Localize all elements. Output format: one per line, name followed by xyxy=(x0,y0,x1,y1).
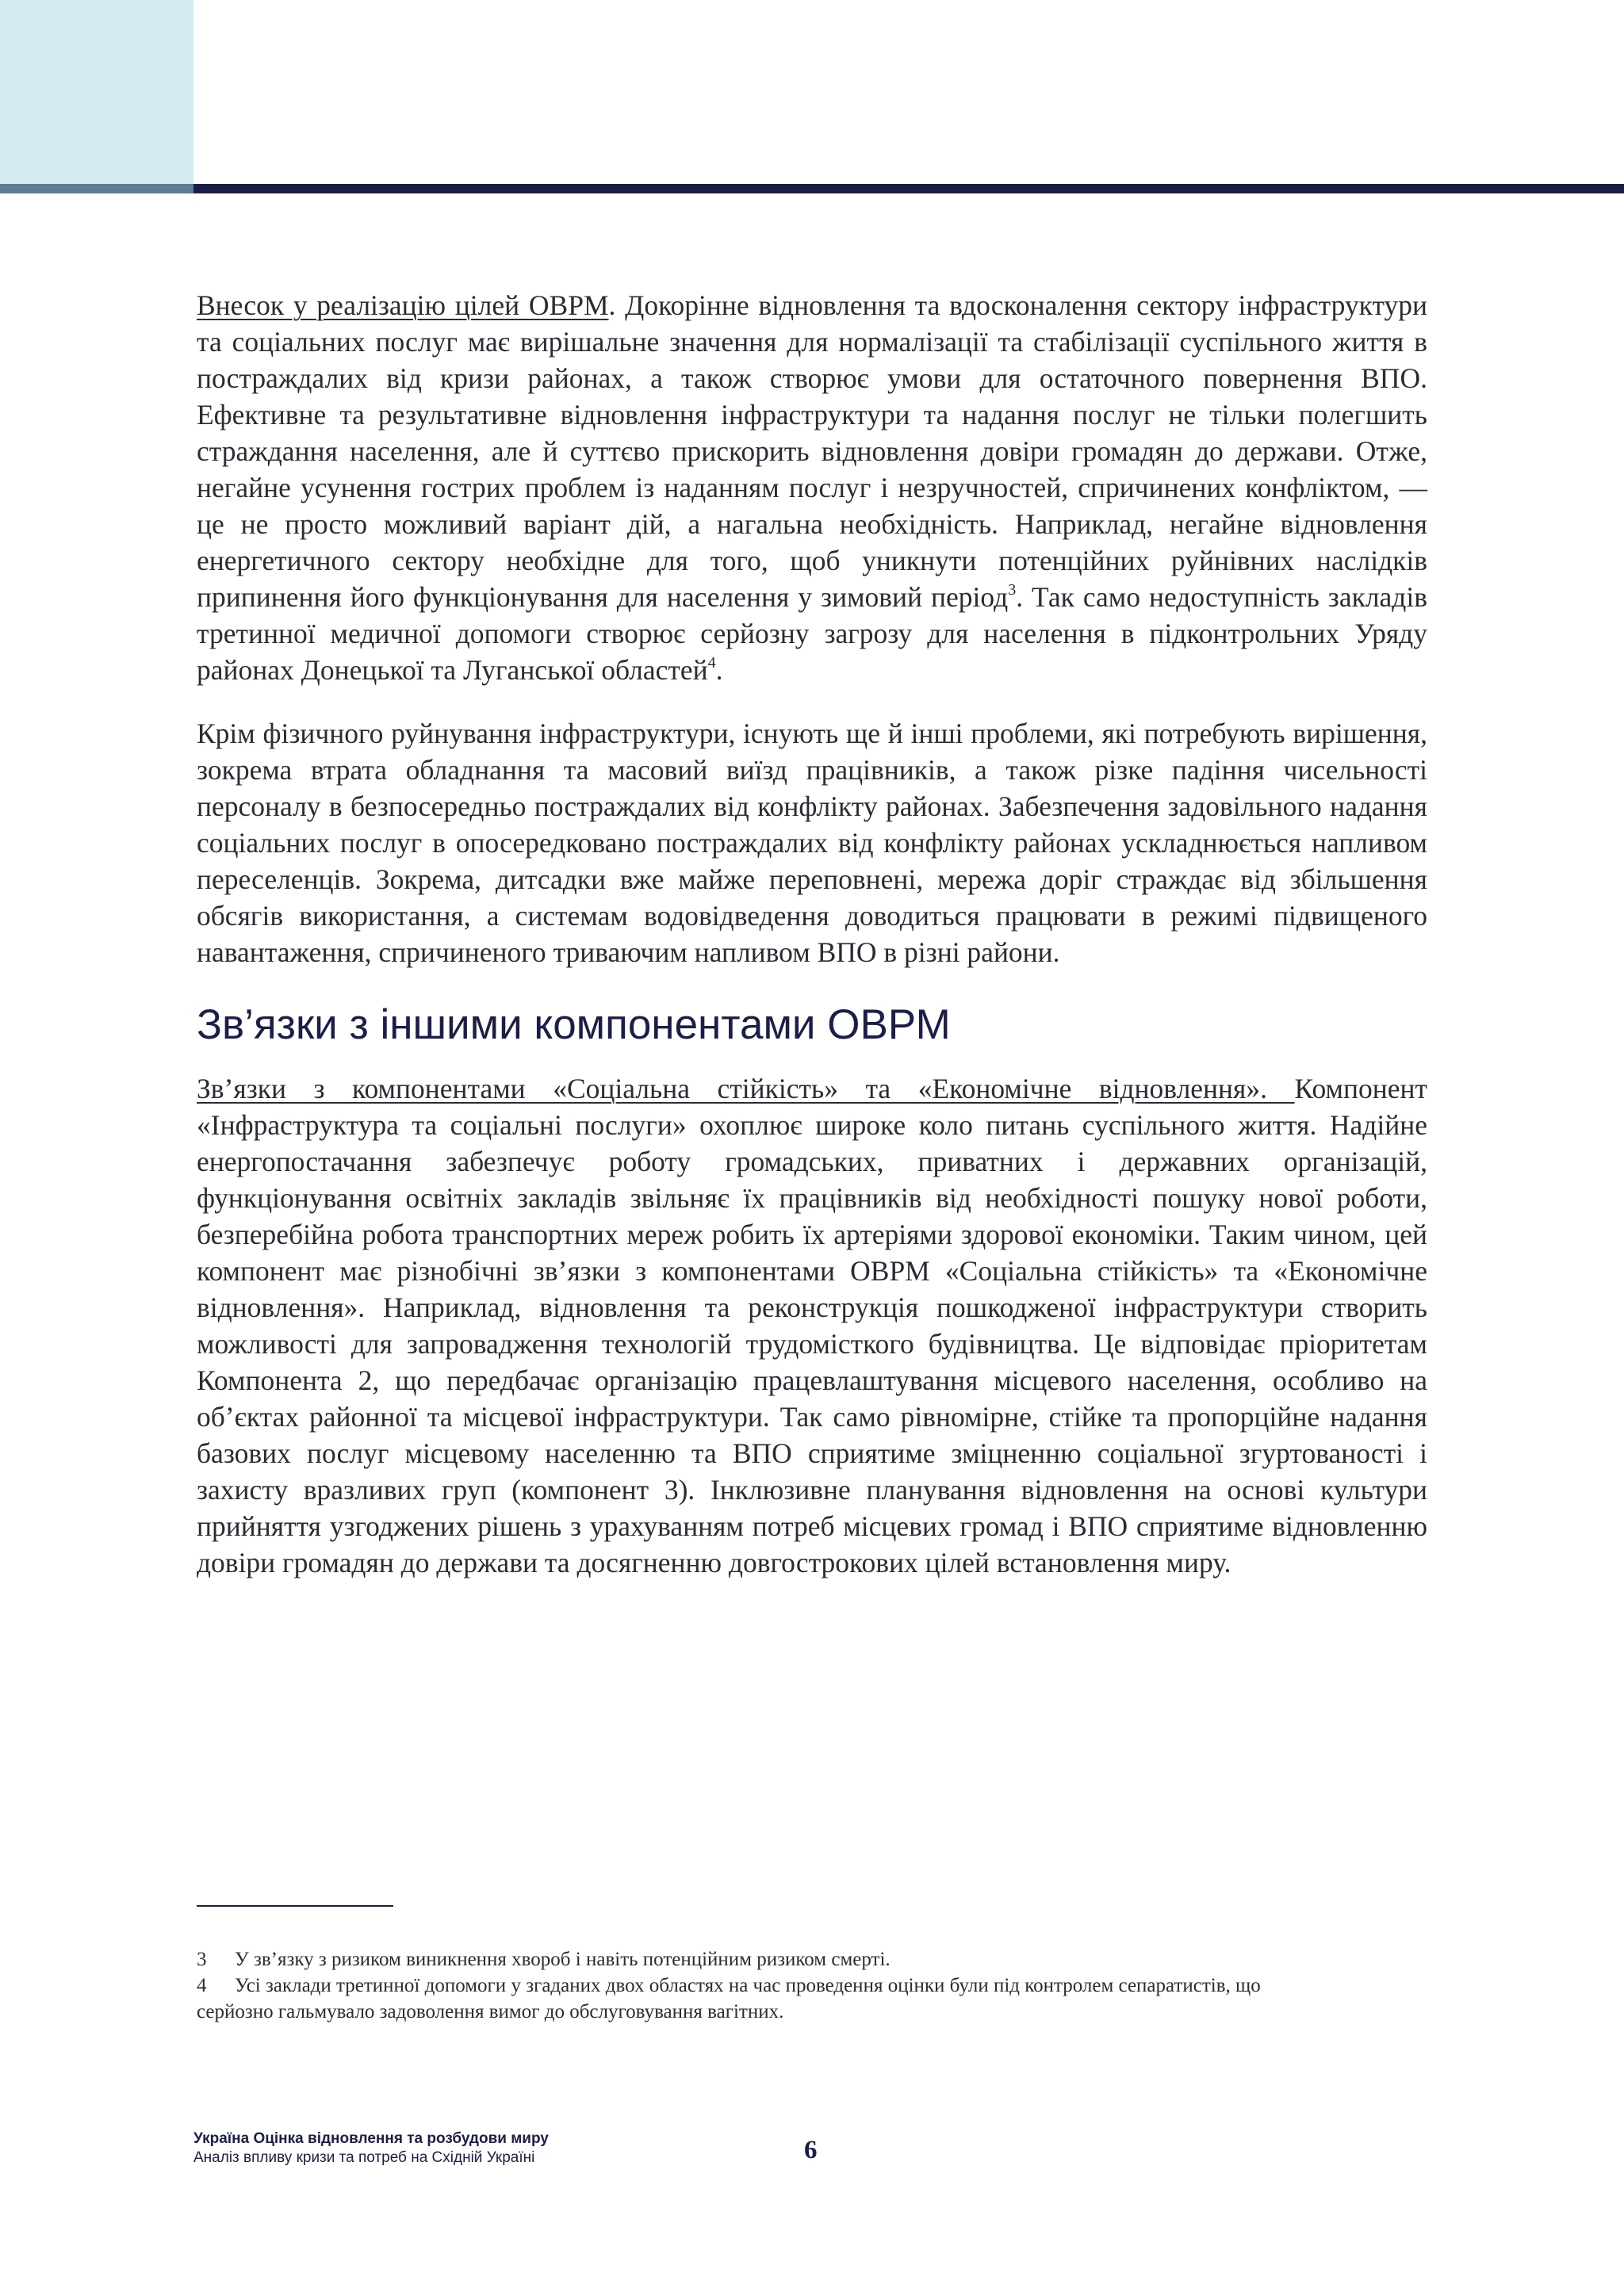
paragraph-text: Компонент «Інфраструктура та соціальні послуги» охоплює широке коло питань суспільного життя. Надійне енергопостачання забезпечує роботу громадських, приватних і державних організацій, функціонування освітніх закладів звільняє їх працівників від необхідності пошуку нової роботи, безперебійна робота транспортних мереж робить їх артеріями здорової економіки. Таким чином, цей компонент має різнобічні зв’язки з компонентами ОВРМ «Соціальна стійкість» та «Економічне відновлення». Наприклад, відновлення та реконструкція пошкодженої інфраструктури створить можливості для запровадження технологій трудомісткого будівництва. Це відповідає пріоритетам Компонента 2, що передбачає організацію працевлаштування місцевого населення, особливо на об’єктах районної та місцевої інфраструктури. Так само рівномірне, стійке та пропорційне надання базових послуг місцевому населенню та ВПО сприятиме зміцненню соціальної згуртованості і захисту вразливих груп (компонент 3). Інклюзивне планування відновлення на основі культури прийняття узгоджених рішень з урахуванням потреб місцевих громад і ВПО сприятиме відновленню довіри громадян до держави та досягненню довгострокових цілей встановлення миру. xyxy=(197,1073,1427,1578)
footnote-continuation: серйозно гальмувало задоволення вимог до обслуговування вагітних. xyxy=(197,2001,784,2022)
footnote-ref-4: 4 xyxy=(707,654,716,672)
section-heading: Зв’язки з іншими компонентами ОВРМ xyxy=(197,1001,951,1048)
paragraph-text: . Так само недоступність закладів третинної медичної допомоги створює серйозну загрозу для населення в підконтрольних Уряду районах Донецької та Луганської областей xyxy=(197,581,1427,686)
paragraph-lead: Внесок у реалізацію цілей ОВРМ xyxy=(197,289,609,321)
footnote-number: 3 xyxy=(197,1949,207,1970)
corner-decoration xyxy=(0,0,193,184)
footer-subtitle: Аналіз впливу кризи та потреб на Східній Україні xyxy=(193,2149,535,2166)
corner-stripe xyxy=(0,184,193,193)
paragraph-text: . xyxy=(715,654,723,686)
footnote-text: У зв’язку з ризиком виникнення хвороб і навіть потенційним ризиком смерті. xyxy=(235,1949,891,1970)
paragraph-links xyxy=(197,1070,1427,1581)
footnote-item xyxy=(197,1973,1427,1999)
footnote-item xyxy=(197,1946,1427,1973)
paragraph-problems: Крім фізичного руйнування інфраструктури, існують ще й інші проблеми, які потребують вирішення, зокрема втрата обладнання та масовий виїзд працівників, а також різке падіння чисельності персоналу в безпосередньо постраждалих від конфлікту районах. Забезпечення задовільного надання соціальних послуг в опосередковано постраждалих від конфлікту районах ускладнюється напливом переселенців. Зокрема, дитсадки вже майже переповнені, мережа доріг страждає від збільшення обсягів використання, а системам водовідведення доводиться працювати в режимі підвищеного навантаження, спричиненого триваючим напливом ВПО в різні райони. xyxy=(197,718,1427,968)
paragraph-contribution xyxy=(197,287,1427,688)
paragraph-lead: Зв’язки з компонентами «Соціальна стійкість» та «Економічне відновлення». xyxy=(197,1073,1295,1104)
footnote-number: 4 xyxy=(197,1975,207,1996)
footnote-text: Усі заклади третинної допомоги у згаданих двох областях на час проведення оцінки були під контролем сепаратистів, що xyxy=(235,1975,1261,1996)
footnotes xyxy=(197,1946,1427,2025)
footnote-divider xyxy=(197,1905,393,1907)
paragraph-text: . Докорінне відновлення та вдосконалення сектору інфраструктури та соціальних послуг має вирішальне значення для нормалізації та стабілізації суспільного життя в постраждалих від кризи районах, а також створює умови для остаточного повернення ВПО. Ефективне та результативне відновлення інфраструктури та надання послуг не тільки полегшить страждання населення, але й суттєво прискорить відновлення довіри громадян до держави. Отже, негайне усунення гострих проблем із наданням послуг і незручностей, спричинених конфліктом, — це не просто можливий варіант дій, а нагальна необхідність. Наприклад, негайне відновлення енергетичного сектору необхідне для того, щоб уникнути потенційних руйнівних наслідків припинення його функціонування для населення у зимовий період xyxy=(197,289,1427,613)
page-number: 6 xyxy=(804,2136,818,2164)
header-bar xyxy=(193,184,1624,193)
footnote-ref-3: 3 xyxy=(1008,581,1017,599)
footer-title: Україна Оцінка відновлення та розбудови миру xyxy=(193,2130,549,2147)
main-content xyxy=(197,287,1427,1608)
